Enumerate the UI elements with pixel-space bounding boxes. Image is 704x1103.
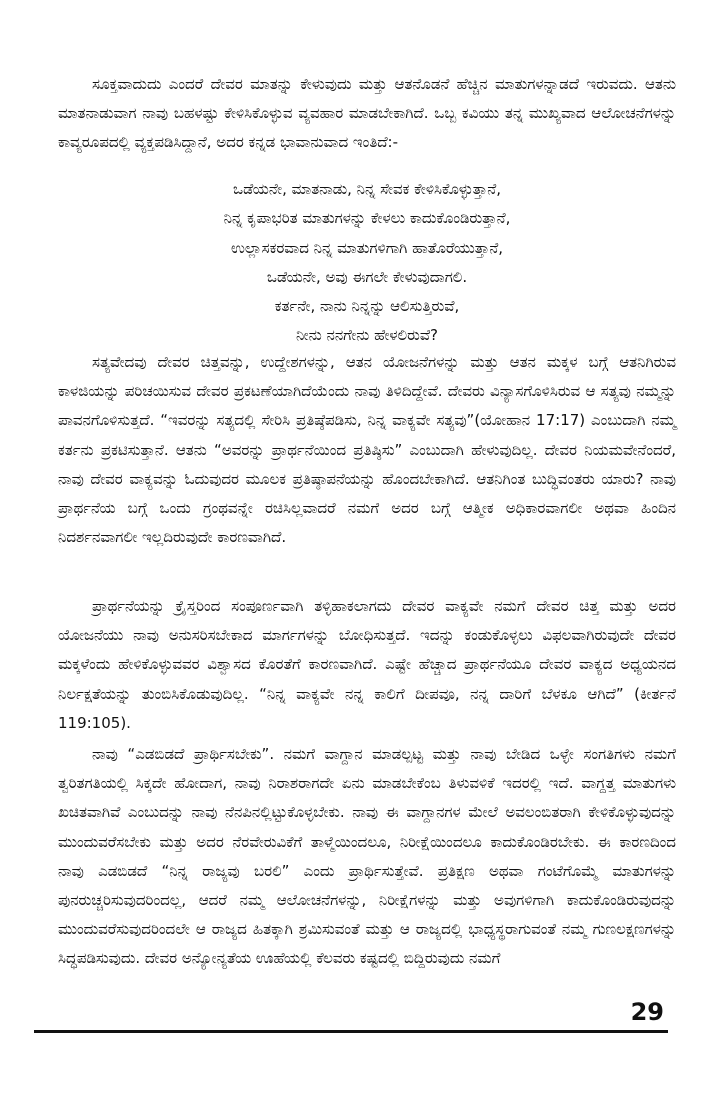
footer-rule (34, 1030, 668, 1033)
poem-line-6: ನೀನು ನನಗೇನು ಹೇಳಲಿರುವೆ? (295, 326, 439, 345)
poem-line-5: ಕರ್ತನೇ, ನಾನು ನಿನ್ನನ್ನು ಆಲಿಸುತ್ತಿರುವೆ, (274, 297, 460, 316)
poem-line-2: ನಿನ್ನ ಕೃಪಾಭರಿತ ಮಾತುಗಳನ್ನು ಕೇಳಲು ಕಾದುಕೊಂಡಿರುತ್ತಾನೆ, (223, 209, 511, 228)
page-number: 29 (630, 998, 664, 1026)
paragraph-2: ಸತ್ಯವೇದವು ದೇವರ ಚಿತ್ತವನ್ನು, ಉದ್ದೇಶಗಳನ್ನು, ಆತನ ಯೋಜನೆಗಳನ್ನು ಮತ್ತು ಆತನ ಮಕ್ಕಳ ಬಗ್ಗೆ ಆತನಿಗಿರುವ ಕಾಳಜಿಯನ್ನು ಪರಿಚಯಿಸುವ ದೇವರ ಪ್ರಕಟಣೆಯಾಗಿದೆಯೆಂದು ನಾವು ತಿಳಿದಿದ್ದೇವೆ. ದೇವರು ವಿನ್ಯಾಸಗೊಳಿಸಿರುವ ಆ ಸತ್ಯವು ನಮ್ಮನ್ನು ಪಾವನಗೊಳಿಸುತ್ತದೆ. “ಇವರನ್ನು ಸತ್ಯದಲ್ಲಿ ಸೇರಿಸಿ ಪ್ರತಿಷ್ಠೆಪಡಿಸು, ನಿನ್ನ ವಾಕ್ಯವೇ ಸತ್ಯವು”(ಯೋಹಾನ 17:17) ಎಂಬುದಾಗಿ ನಮ್ಮ ಕರ್ತನು ಪ್ರಕಟಿಸುತ್ತಾನೆ. ಆತನು “ಅವರನ್ನು ಪ್ರಾರ್ಥನೆಯಿಂದ ಪ್ರತಿಷ್ಠಿಸು” ಎಂಬುದಾಗಿ ಹೇಳುವುದಿಲ್ಲ. ದೇವರ ನಿಯಮವೇನೆಂದರೆ, ನಾವು ದೇವರ ವಾಕ್ಯವನ್ನು ಓದುವುದರ ಮೂಲಕ ಪ್ರತಿಷ್ಠಾಪನೆಯನ್ನು ಹೊಂದಬೇಕಾಗಿದೆ. ಆತನಿಗಿಂತ ಬುದ್ಧಿವಂತರು ಯಾರು? ನಾವು ಪ್ರಾರ್ಥನೆಯ ಬಗ್ಗೆ ಒಂದು ಗ್ರಂಥವನ್ನೇ ರಚಿಸಿಲ್ಲವಾದರೆ ನಮಗೆ ಅದರ ಬಗ್ಗೆ ಆತ್ಮೀಕ ಅಧಿಕಾರವಾಗಲೀ ಅಥವಾ ಹಿಂದಿನ ನಿದರ್ಶನವಾಗಲೀ ಇಲ್ಲದಿರುವುದೇ ಕಾರಣವಾಗಿದೆ. (58, 353, 676, 547)
paragraph-1: ಸೂಕ್ತವಾದುದು ಎಂದರೆ ದೇವರ ಮಾತನ್ನು ಕೇಳುವುದು ಮತ್ತು ಆತನೊಡನೆ ಹೆಚ್ಚಿನ ಮಾತುಗಳನ್ನಾಡದೆ ಇರುವದು. ಆತನು ಮಾತನಾಡುವಾಗ ನಾವು ಬಹಳಷ್ಟು ಕೇಳಿಸಿಕೊಳ್ಳುವ ವ್ಯವಹಾರ ಮಾಡಬೇಕಾಗಿದೆ. ಒಬ್ಬ ಕವಿಯು ತನ್ನ ಮುಖ್ಯವಾದ ಆಲೋಚನೆಗಳನ್ನು ಕಾವ್ಯರೂಪದಲ್ಲಿ ವ್ಯಕ್ತಪಡಿಸಿದ್ದಾನೆ, ಅದರ ಕನ್ನಡ ಭಾವಾನುವಾದ ಇಂತಿದೆ:- (58, 75, 676, 152)
paragraph-3: ಪ್ರಾರ್ಥನೆಯನ್ನು ಕ್ರೈಸ್ತರಿಂದ ಸಂಪೂರ್ಣವಾಗಿ ತಳ್ಳಿಹಾಕಲಾಗದು ದೇವರ ವಾಕ್ಯವೇ ನಮಗೆ ದೇವರ ಚಿತ್ತ ಮತ್ತು ಅದರ ಯೋಜನೆಯು ನಾವು ಅನುಸರಿಸಬೇಕಾದ ಮಾರ್ಗಗಳನ್ನು ಬೋಧಿಸುತ್ತದೆ. ಇದನ್ನು ಕಂಡುಕೊಳ್ಳಲು ವಿಫಲವಾಗಿರುವುದೇ ದೇವರ ಮಕ್ಕಳೆಂದು ಹೇಳಿಕೊಳ್ಳುವವರ ವಿಶ್ವಾಸದ ಕೊರತೆಗೆ ಕಾರಣವಾಗಿದೆ. ಎಷ್ಟೇ ಹೆಚ್ಚಾದ ಪ್ರಾರ್ಥನೆಯೂ ದೇವರ ವಾಕ್ಯದ ಅಧ್ಯಯನದ ನಿರ್ಲಕ್ಷತೆಯನ್ನು ತುಂಬಿಸಿಕೊಡುವುದಿಲ್ಲ. “ನಿನ್ನ ವಾಕ್ಯವೇ ನನ್ನ ಕಾಲಿಗೆ ದೀಪವೂ, ನನ್ನ ದಾರಿಗೆ ಬೆಳಕೂ ಆಗಿದೆ” (ಕೀರ್ತನೆ 119:105). (58, 597, 676, 732)
poem-line-4: ಒಡೆಯನೇ, ಅವು ಈಗಲೇ ಕೇಳುವುದಾಗಲಿ. (266, 267, 468, 286)
paragraph-4: ನಾವು “ಎಡಬಿಡದೆ ಪ್ರಾರ್ಥಿಸಬೇಕು”. ನಮಗೆ ವಾಗ್ದಾನ ಮಾಡಲ್ಪಟ್ಟ ಮತ್ತು ನಾವು ಬೇಡಿದ ಒಳ್ಳೇ ಸಂಗತಿಗಳು ನಮಗೆ ತ್ವರಿತಗತಿಯಲ್ಲಿ ಸಿಕ್ಕದೇ ಹೋದಾಗ, ನಾವು ನಿರಾಶರಾಗದೇ ಏನು ಮಾಡಬೇಕೆಂಬ ತಿಳುವಳಿಕೆ ಇದರಲ್ಲಿ ಇದೆ. ವಾಗ್ದತ್ತ ಮಾತುಗಳು ಖಚಿತವಾಗಿವೆ ಎಂಬುದನ್ನು ನಾವು ನೆನಪಿನಲ್ಲಿಟ್ಟುಕೊಳ್ಳಬೇಕು. ನಾವು ಈ ವಾಗ್ದಾನಗಳ ಮೇಲೆ ಅವಲಂಬಿತರಾಗಿ ಕೇಳಿಕೊಳ್ಳುವುದನ್ನು ಮುಂದುವರೆಸಬೇಕು ಮತ್ತು ಅದರ ನೆರವೇರುವಿಕೆಗೆ ತಾಳ್ಮೆಯಿಂದಲೂ, ನಿರೀಕ್ಷೆಯಿಂದಲೂ ಕಾದುಕೊಂಡಿರಬೇಕು. ಈ ಕಾರಣದಿಂದ ನಾವು ಎಡಬಿಡದೆ “ನಿನ್ನ ರಾಜ್ಯವು ಬರಲಿ” ಎಂದು ಪ್ರಾರ್ಥಿಸುತ್ತೇವೆ. ಪ್ರತಿಕ್ಷಣ ಅಥವಾ ಗಂಟೆಗೊಮ್ಮೆ ಮಾತುಗಳನ್ನು ಪುನರುಚ್ಚರಿಸುವುದರಿಂದಲ್ಲ, ಆದರೆ ನಮ್ಮ ಆಲೋಚನೆಗಳನ್ನು, ನಿರೀಕ್ಷೆಗಳನ್ನು ಮತ್ತು ಅವುಗಳಿಗಾಗಿ ಕಾದುಕೊಂಡಿರುವುದನ್ನು ಮುಂದುವರೆಸುವುದರಿಂದಲೇ ಆ ರಾಜ್ಯದ ಹಿತಕ್ಕಾಗಿ ಶ್ರಮಿಸುವಂತೆ ಮತ್ತು ಆ ರಾಜ್ಯದಲ್ಲಿ ಭಾಧ್ಯಸ್ಥರಾಗುವಂತೆ ನಮ್ಮ ಗುಣಲಕ್ಷಣಗಳನ್ನು ಸಿದ್ಧಪಡಿಸುವುದು. ದೇವರ ಅನ್ಯೋನ್ಯತೆಯ ಊಹೆಯಲ್ಲಿ ಕೆಲವರು ಕಷ್ಟದಲ್ಲಿ ಬಿದ್ದಿರುವುದು ನಮಗೆ (58, 745, 676, 968)
poem-line-1: ಒಡೆಯನೇ, ಮಾತನಾಡು, ನಿನ್ನ ಸೇವಕ ಕೇಳಿಸಿಕೊಳ್ಳುತ್ತಾನೆ, (233, 180, 501, 198)
poem-block (58, 175, 676, 351)
poem-line-3: ಉಲ್ಲಾಸಕರವಾದ ನಿನ್ನ ಮಾತುಗಳಿಗಾಗಿ ಹಾತೊರೆಯುತ್ತಾನೆ, (230, 238, 504, 257)
